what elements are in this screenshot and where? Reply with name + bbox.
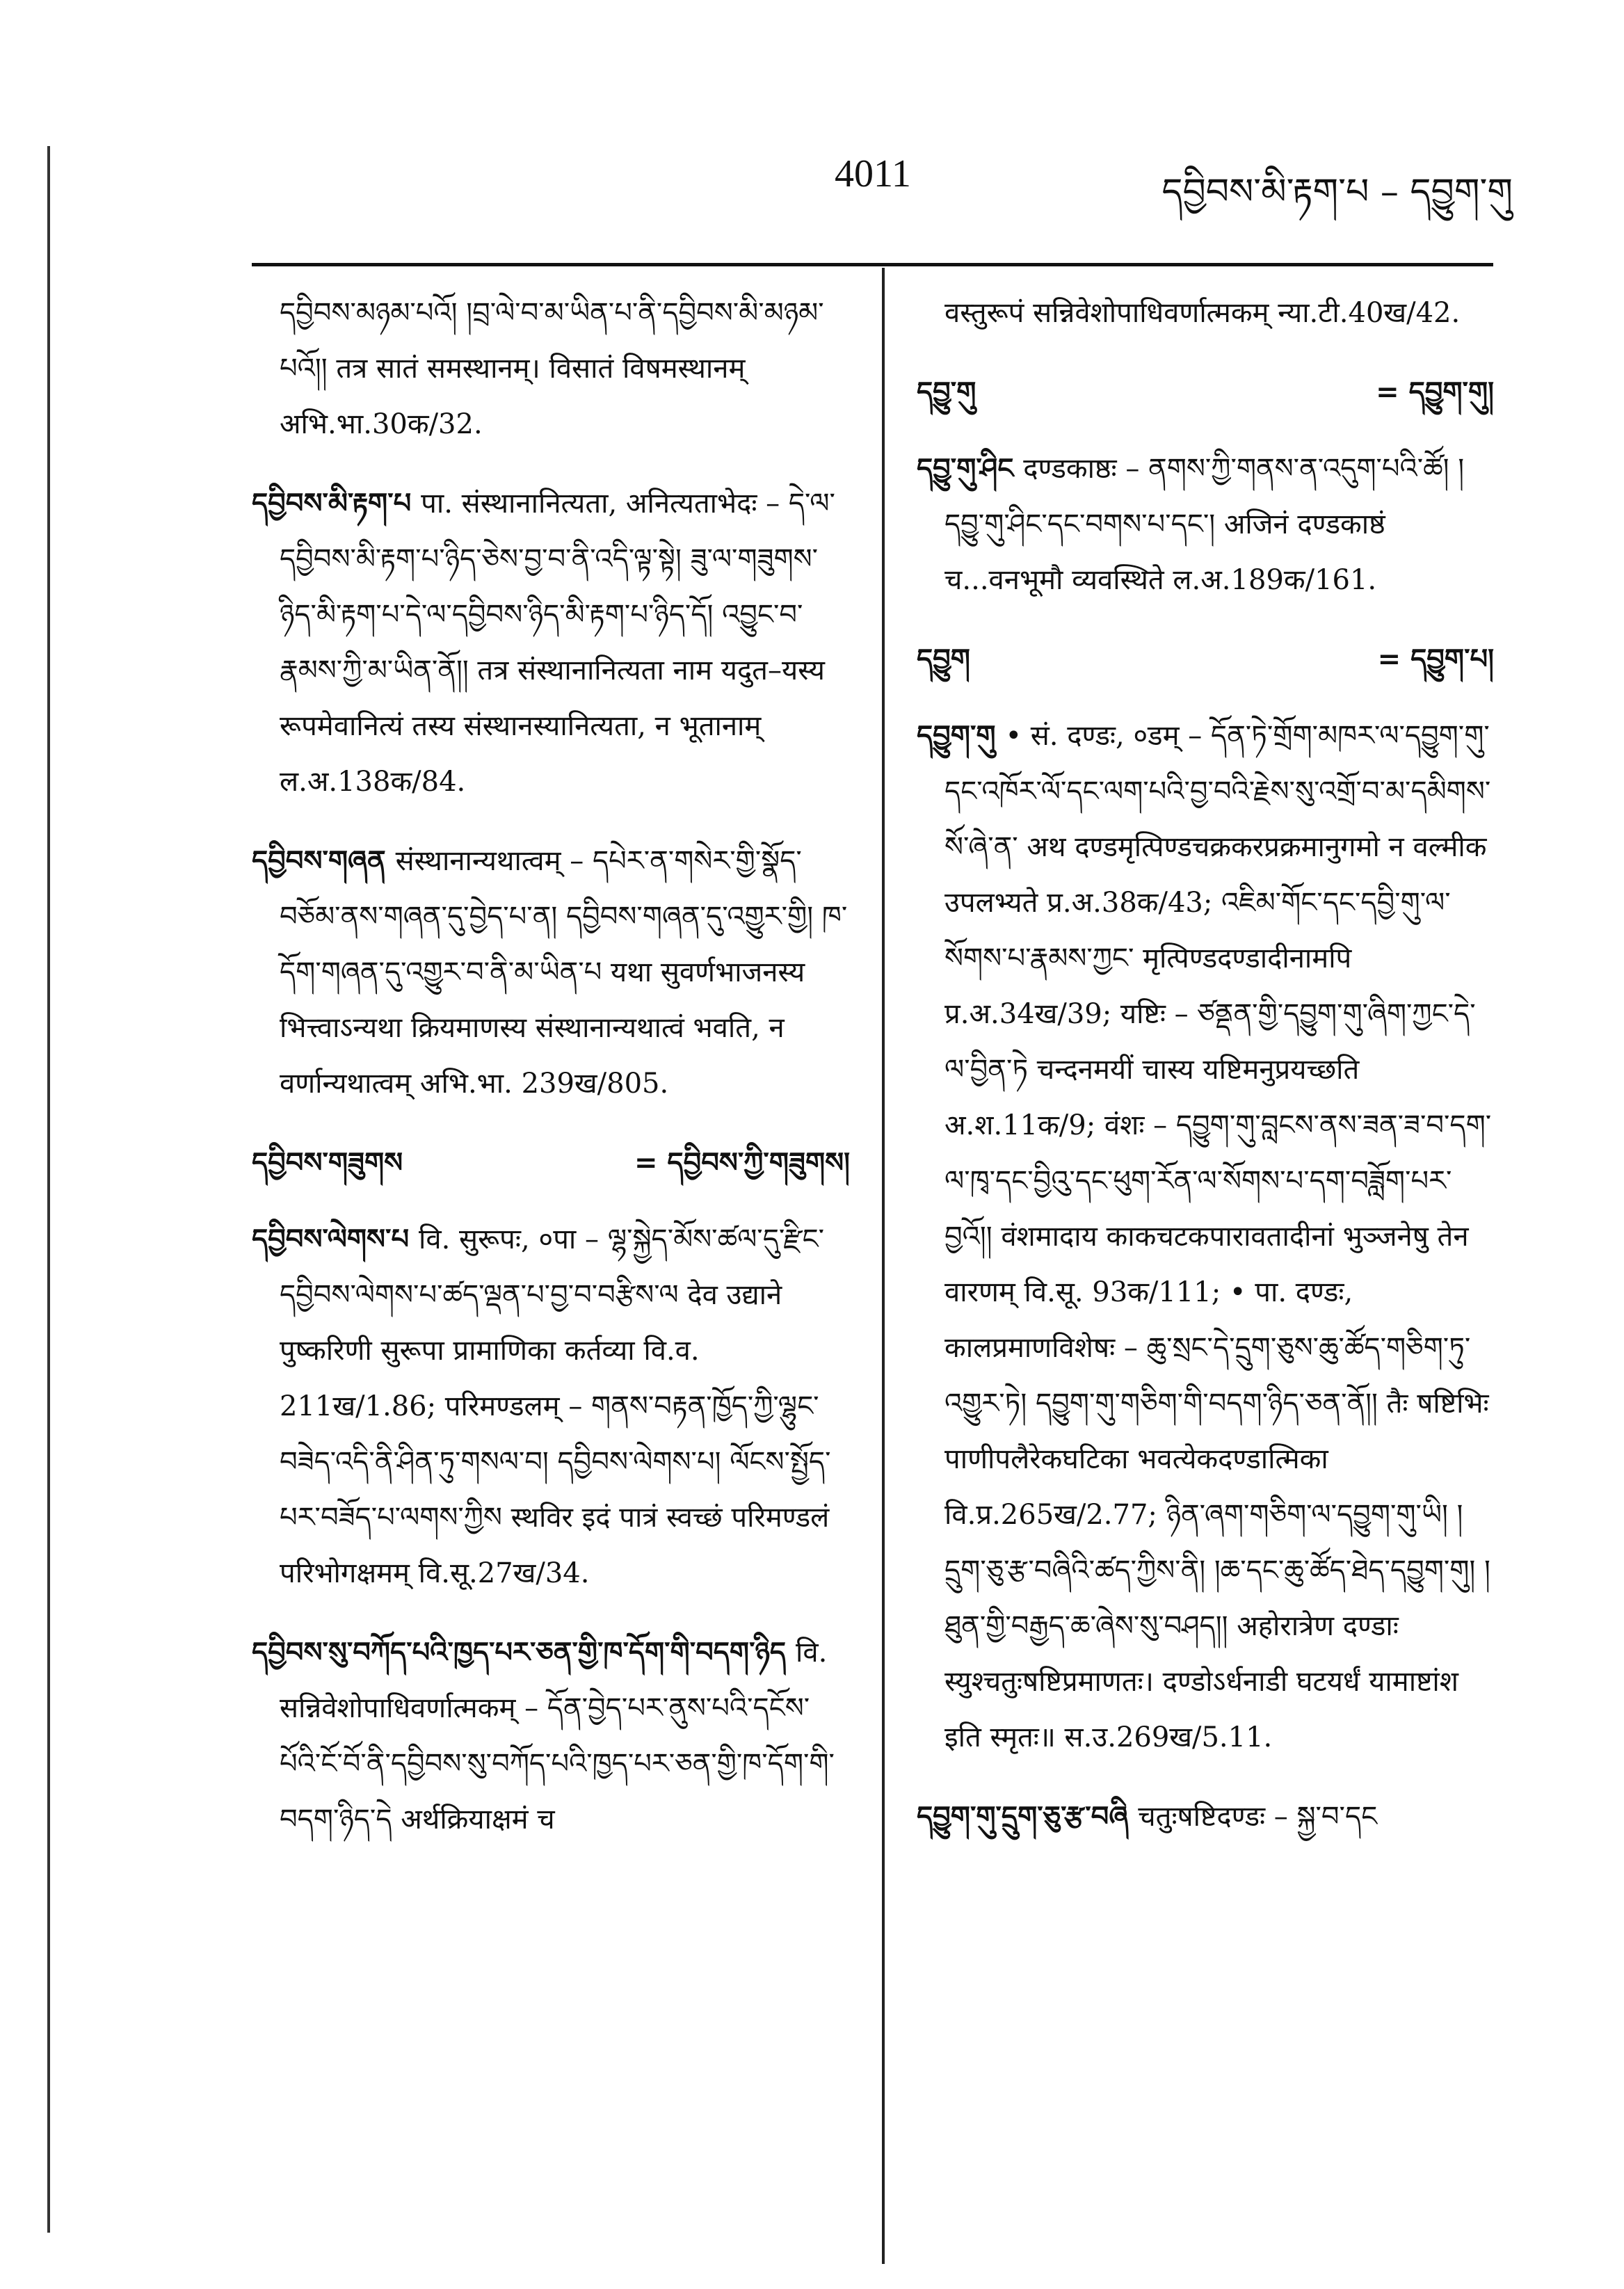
dictionary-entry bbox=[252, 1212, 850, 1601]
entry-headword: དབྱིབས་མི་རྟག་པ bbox=[252, 487, 421, 520]
entry-headword: དབྱུག་གུ bbox=[917, 719, 1006, 752]
entry-variant: = དབྱིབས་ཀྱི་གཟུགས། bbox=[634, 1146, 850, 1179]
entry-headword: དབྱུག་གུ་དྲུག་ཅུ་རྩ་བཞི bbox=[917, 1800, 1139, 1833]
dictionary-entry bbox=[917, 1789, 1494, 1845]
header-rule bbox=[252, 263, 1493, 266]
right-column bbox=[917, 285, 1494, 1868]
entry-text: • सं. दण्डः, ०डम् – དོན་ཏེ་གྲོག་མཁར་ལ་དབྱུག་གུ་དང་འཁོར་ལོ་དང་ལག་པའི་བྱ་བའི་རྗེས་སུ་འགྲོ་བ་མ་དམིགས་སོ་ཞེ་ན་ अथ दण्डमृत्पिण्डचक्रकरप्रक्रमानुगमो न वल्मीक उपलभ्यते प्र.अ.38क/43; འཇིམ་གོང་དང་དབྱི་གུ་ལ་སོགས་པ་རྣམས་ཀྱང་ मृत्पिण्डदण्डादीनामपि प्र.अ.34ख/39; यष्टिः – ཙནྡན་གྱི་དབྱུག་གུ་ཞིག་ཀྱང་དེ་ལ་བྱིན་ཏེ चन्दनमयीं चास्य यष्टिमनुप्रयच्छति अ.श.11क/9; वंशः – དབྱུག་གུ་བླངས་ནས་ཟན་ཟ་བ་དག་ལ་ཁྭ་དང་བྱིའུ་དང་ཕུག་རོན་ལ་སོགས་པ་དག་བཟློག་པར་བྱའོ།། वंशमादाय काकचटकपारावतादीनां भुञ्जनेषु तेन वारणम् वि.सू. 93क/111; • पा. दण्डः, कालप्रमाणविशेषः – ཆུ་སྲང་དེ་དྲུག་ཅུས་ཆུ་ཚོད་གཅིག་ཏུ་འགྱུར་ཏེ། དབྱུག་གུ་གཅིག་གི་བདག་ཉིད་ཅན་ནོ།། तैः षष्टिभिः पाणीपलैरेकघटिका भवत्येकदण्डात्मिका वि.प्र.265ख/2.77; ཉིན་ཞག་གཅིག་ལ་དབྱུག་གུ་ཡི། །དྲུག་ཅུ་རྩ་བཞིའི་ཚད་ཀྱིས་ནི། །ཆ་དང་ཆུ་ཚོད་ཐེད་དབྱུག་གུ། །ཐུན་གྱི་བརྒྱད་ཆ་ཞེས་སུ་བཤད།། अहोरात्रेण दण्डाः स्युश्चतुःषष्टिप्रमाणतः। दण्डोऽर्धनाडी घटयर्धं यामाष्टांश इति स्मृतः॥ स.उ.269ख/5.11. bbox=[944, 720, 1492, 1753]
entry-headword: དབྱིབས་གཞན bbox=[252, 844, 396, 877]
entry-headword: དབྱུ་གུ bbox=[917, 376, 976, 408]
entry-headword: དབྱིབས་སུ་བཀོད་པའི་ཁྱད་པར་ཅན་གྱི་ཁ་དོག་གི་བདག་ཉིད bbox=[252, 1636, 796, 1669]
entry-variant: = དབྱུག་གུ། bbox=[1376, 376, 1494, 408]
dictionary-entry bbox=[252, 833, 850, 1111]
entry-text: चतुःषष्टिदण्डः – སྐྱ་བ་དང bbox=[1138, 1801, 1378, 1833]
cross-reference-entry bbox=[917, 632, 1494, 687]
dictionary-entry bbox=[917, 441, 1494, 608]
entry-text: पा. संस्थानानित्यता, अनित्यताभेदः – དེ་ལ་དབྱིབས་མི་རྟག་པ་ཉིད་ཅེས་བྱ་བ་ནི་འདི་ལྟ་སྟེ། ཟུ་ལ་གཟུགས་ཉིད་མི་རྟག་པ་དེ་ལ་དབྱིབས་ཉིད་མི་རྟག་པ་ཉིད་དོ། འབྱུང་བ་རྣམས་ཀྱི་མ་ཡིན་ནོ།། तत्र संस्थानानित्यता नाम यदुत–यस्य रूपमेवानित्यं तस्य संस्थानस्यानित्यता, न भूतानाम् ल.अ.138क/84. bbox=[280, 488, 835, 798]
page-number: 4011 bbox=[835, 152, 911, 195]
entry-headword: དབྱིབས་ལེགས་པ bbox=[252, 1223, 419, 1255]
dictionary-entry bbox=[917, 285, 1494, 341]
entry-headword: དབྱུ་གུ་ཤིང bbox=[917, 452, 1024, 485]
entry-text: वि. सुरूपः, ०पा – ལྷ་སྐྱེད་མོས་ཚལ་དུ་རྫིང་དབྱིབས་ལེགས་པ་ཚད་ལྡན་པ་བྱ་བ་བརྩིས་ལ देव उद्याने पुष्करिणी सुरूपा प्रामाणिका कर्तव्या वि.व. 211ख/1.86; परिमण्डलम् – གནས་བརྟན་ཁྱོད་ཀྱི་ལྷུང་བཟེད་འདི་ནི་ཤིན་ཏུ་གསལ་བ། དབྱིབས་ལེགས་པ། ལོངས་སྤྱོད་པར་བཟོད་པ་ལགས་ཀྱིས स्थविर इदं पात्रं स्वच्छं परिमण्डलं परिभोगक्षमम् वि.सू.27ख/34. bbox=[280, 1223, 831, 1589]
entry-text: वस्तुरूपं सन्निवेशोपाधिवर्णात्मकम् न्या.टी.40ख/42. bbox=[944, 297, 1461, 329]
cross-reference-entry bbox=[252, 1135, 850, 1191]
dictionary-entry bbox=[252, 285, 850, 452]
entry-variant: = དབྱུག་པ། bbox=[1377, 643, 1494, 675]
entry-text: དབྱིབས་མཉམ་པའོ། །བྲ་ལེ་བ་མ་ཡིན་པ་ནི་དབྱིབས་མི་མཉམ་པའོ།། तत्र सातं समस्थानम्। विसातं विषमस्थानम् अभि.भा.30क/32. bbox=[280, 297, 824, 440]
entry-headword: དབྱིབས་གཟུགས bbox=[252, 1146, 403, 1179]
entry-text: दण्डकाष्ठः – ནགས་ཀྱི་གནས་ན་འདུག་པའི་ཚོ། །དབྱུ་གུ་ཤིང་དང་བགས་པ་དང་། अजिनं दण्डकाष्ठं च...वनभूमौ व्यवस्थिते ल.अ.189क/161. bbox=[944, 453, 1465, 596]
dictionary-entry bbox=[917, 708, 1494, 1765]
left-column bbox=[252, 285, 850, 1871]
entry-text: संस्थानान्यथात्वम् – དཔེར་ན་གསེར་གྱི་སྣོད་བཅོམ་ནས་གཞན་དུ་བྱེད་པ་ན། དབྱིབས་གཞན་དུ་འགྱུར་གྱི། ཁ་དོག་གཞན་དུ་འགྱུར་བ་ནི་མ་ཡིན་པ यथा सुवर्णभाजनस्य भित्त्वाऽन्यथा क्रियमाणस्य संस्थानान्यथात्वं भवति, न वर्णान्यथात्वम् अभि.भा. 239ख/805. bbox=[280, 845, 848, 1100]
entry-text: वि. सन्निवेशोपाधिवर्णात्मकम् – དོན་བྱེད་པར་ནུས་པའི་དངོས་པོའི་ངོ་བོ་ནི་དབྱིབས་སུ་བཀོད་པའི་ཁྱད་པར་ཅན་གྱི་ཁ་དོག་གི་བདག་ཉིད་དེ अर्थक्रियाक्षमं च bbox=[280, 1637, 835, 1836]
entry-headword: དབྱུག bbox=[917, 643, 970, 675]
dictionary-entry bbox=[252, 476, 850, 810]
cross-reference-entry bbox=[917, 364, 1494, 420]
column-divider bbox=[882, 268, 885, 2264]
margin-mark bbox=[47, 146, 50, 2233]
running-head: དབྱིབས་མི་རྟག་པ – དབྱུག་གུ bbox=[1161, 171, 1513, 213]
dictionary-entry bbox=[252, 1625, 850, 1847]
